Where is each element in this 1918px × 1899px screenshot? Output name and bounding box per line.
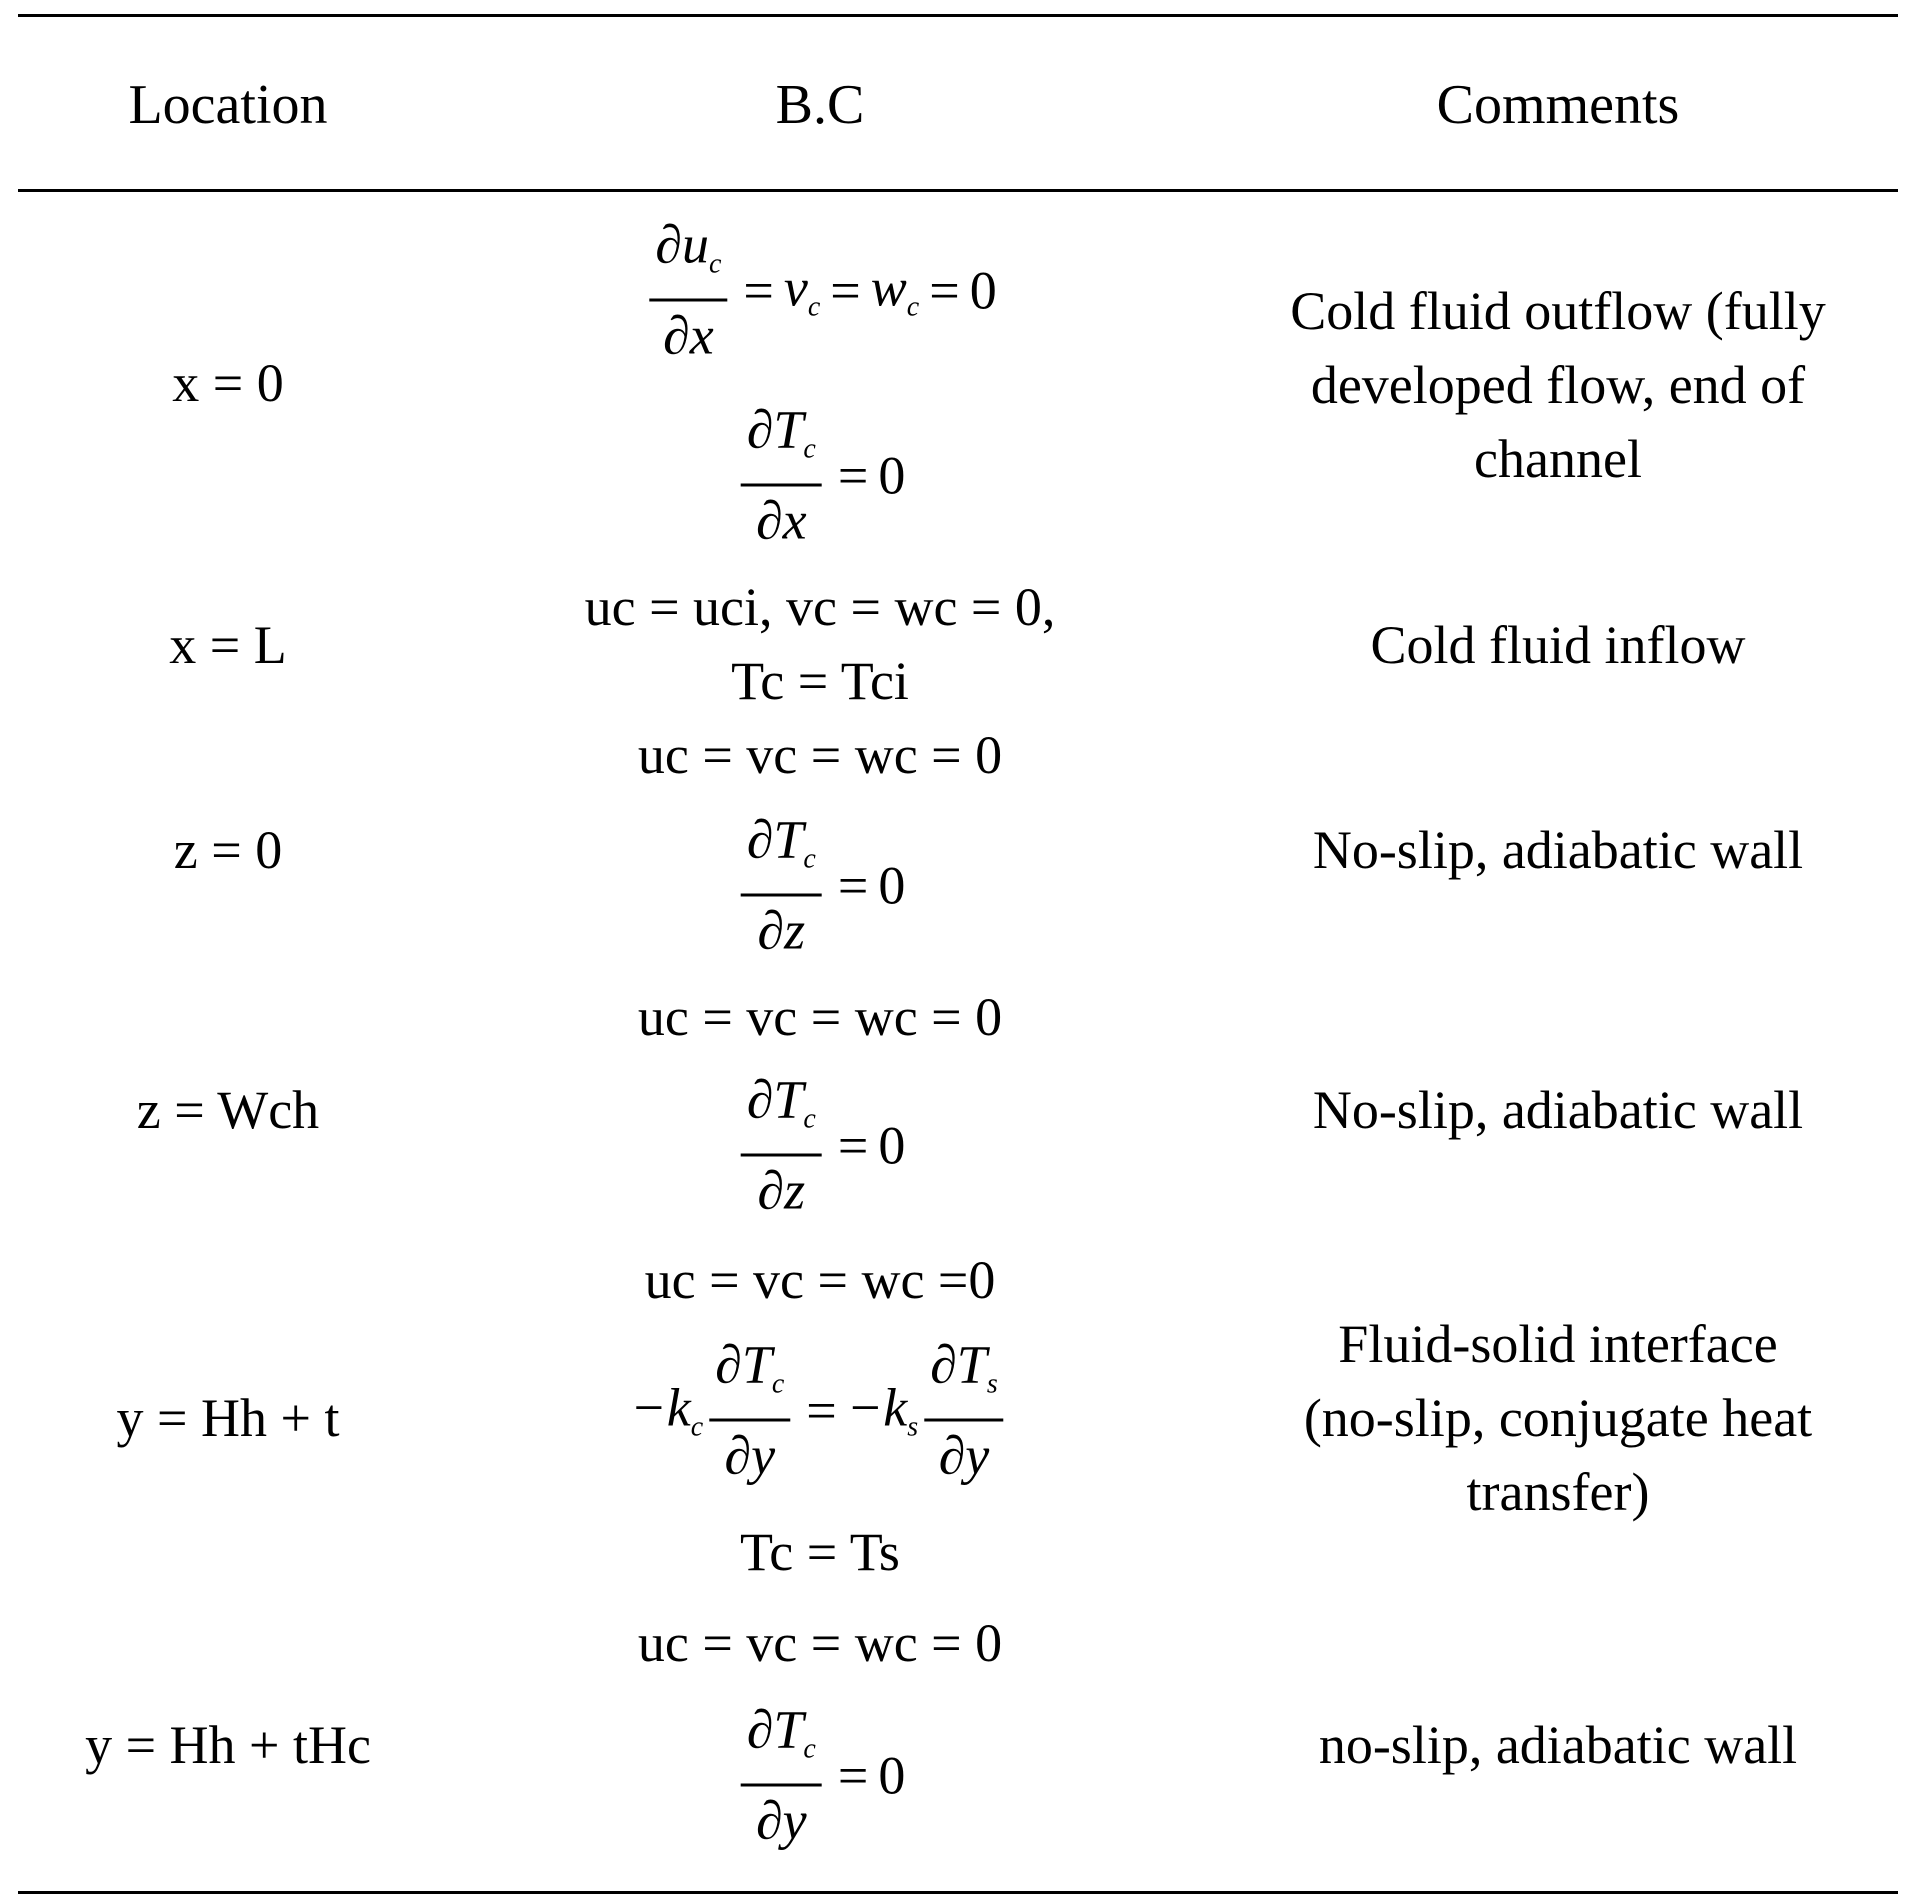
- row-5-location: y = Hh + t: [116, 1388, 340, 1448]
- row-3-bc-1: uc = vc = wc = 0: [637, 725, 1003, 785]
- table-top-rule: [18, 14, 1898, 17]
- row-4-location: z = Wch: [136, 1080, 320, 1140]
- row-6-bc-1: uc = vc = wc = 0: [637, 1613, 1003, 1673]
- row-2-bc-1: uc = uci, vc = wc = 0,: [584, 577, 1056, 637]
- partial-derivative-fraction: $\frac{\partial u_c}{\partial x}$: [649, 215, 727, 366]
- comment-line: developed flow, end of: [1310, 355, 1806, 415]
- row-3-comment: [1313, 813, 1803, 887]
- row-2-comment: [1371, 608, 1746, 682]
- row-3-bc-2: $\frac{\partial T_c}{\partial z}$ = 0: [735, 810, 906, 961]
- partial-derivative-fraction: $\frac{\partial T_s}{\partial y}$: [924, 1335, 1004, 1486]
- row-4-bc-1: uc = vc = wc = 0: [637, 987, 1003, 1047]
- header-location: Location: [128, 74, 328, 136]
- row-4-comment: [1313, 1073, 1803, 1147]
- row-6-comment: [1319, 1708, 1797, 1782]
- comment-line: transfer): [1466, 1462, 1650, 1522]
- row-5-bc-1: uc = vc = wc =0: [644, 1250, 996, 1310]
- row-5-comment: [1304, 1307, 1812, 1529]
- table-header-rule: [18, 189, 1898, 192]
- header-bc: B.C: [775, 74, 865, 136]
- comment-line: No-slip, adiabatic wall: [1312, 820, 1804, 880]
- row-1-location: x = 0: [172, 353, 284, 413]
- comment-line: channel: [1474, 429, 1642, 489]
- row-2-location: x = L: [169, 615, 287, 675]
- partial-derivative-fraction: $\frac{\partial T_c}{\partial y}$: [741, 1700, 822, 1851]
- partial-derivative-fraction: $\frac{\partial T_c}{\partial z}$: [741, 1070, 822, 1221]
- row-6-bc-2: $\frac{\partial T_c}{\partial y}$ = 0: [735, 1700, 906, 1851]
- row-2-bc-2: Tc = Tci: [731, 651, 909, 711]
- row-1-comment: [1290, 274, 1825, 496]
- row-1-bc-2: $\frac{\partial T_c}{\partial x}$ = 0: [735, 400, 906, 551]
- partial-derivative-fraction: $\frac{\partial T_c}{\partial z}$: [741, 810, 822, 961]
- row-6-location: y = Hh + tHc: [85, 1715, 371, 1775]
- row-4-bc-2: $\frac{\partial T_c}{\partial z}$ = 0: [735, 1070, 906, 1221]
- partial-derivative-fraction: $\frac{\partial T_c}{\partial x}$: [741, 400, 822, 551]
- row-3-location: z = 0: [173, 820, 283, 880]
- comment-line: no-slip, adiabatic wall: [1318, 1715, 1798, 1775]
- row-5-bc-2: $-k_c$ $\frac{\partial T_c}{\partial y}$ = $-k_s$ $\frac{\partial T_s}{\partial y}$: [630, 1335, 1009, 1486]
- comment-line: Fluid-solid interface: [1338, 1314, 1778, 1374]
- header-comments: Comments: [1436, 74, 1680, 136]
- comment-line: Cold fluid inflow: [1370, 615, 1746, 675]
- row-5-bc-3: Tc = Ts: [740, 1522, 900, 1582]
- comment-line: No-slip, adiabatic wall: [1312, 1080, 1804, 1140]
- partial-derivative-fraction: $\frac{\partial T_c}{\partial y}$: [709, 1335, 790, 1486]
- comment-line: (no-slip, conjugate heat: [1303, 1388, 1813, 1448]
- table-bottom-rule: [18, 1891, 1898, 1894]
- comment-line: Cold fluid outflow (fully: [1290, 281, 1826, 341]
- row-1-bc-1: $\frac{\partial u_c}{\partial x}$ = $v_c$ = $w_c$ = 0: [643, 215, 996, 366]
